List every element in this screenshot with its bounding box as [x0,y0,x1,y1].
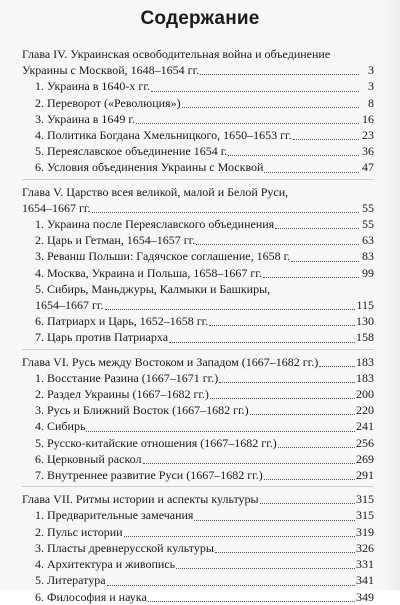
toc-item-text: 1. Восстание Разина (1667–1671 гг.) [35,370,219,385]
page-number: 115 [356,298,374,313]
leader-dots [260,493,355,504]
toc-item [22,524,374,540]
toc-item [22,127,374,143]
leader-dots [169,332,355,343]
toc-item [22,507,374,523]
toc-item-text: 7. Царь против Патриарха [35,330,169,345]
toc-item [22,111,374,127]
toc-item [22,435,374,451]
leader-dots [264,469,355,480]
page-number: 8 [368,95,374,110]
toc-item-text: 1. Украина в 1640-х гг. [35,79,150,94]
toc-item [22,143,374,159]
leader-dots [319,356,355,367]
leader-dots [136,113,359,124]
toc-item [22,265,374,281]
toc-item [22,95,374,111]
toc-item-text: 4. Москва, Украина и Польша, 1658–1667 гг. [35,265,262,280]
table-of-contents [22,46,374,605]
leader-dots [210,388,355,399]
leader-dots [143,453,356,464]
chapter-title-text: Глава VI. Русь между Востоком и Западом (1667–1682 гг.) [22,354,319,369]
leader-dots [264,162,359,173]
leader-dots [219,372,355,383]
toc-item [22,402,374,418]
toc-item-text: 1. Украина после Переяславского объединения [35,217,275,232]
page-number: 23 [362,128,374,143]
page-number: 183 [356,354,374,369]
leader-dots [182,97,359,108]
page-number: 130 [356,314,374,329]
page-number: 55 [362,200,374,215]
page-number: 326 [356,540,374,555]
toc-item-text: 2. Раздел Украины (1667–1682 гг.) [35,387,209,402]
chapter-title-text: Глава V. Царство всея великой, малой и Белой Руси, [22,184,289,199]
toc-item [22,589,374,605]
toc-item [22,216,374,232]
chapter-title-line [22,184,374,200]
toc-item-text: 1654–1667 гг. [35,298,104,313]
chapter-title-text: Глава VII. Ритмы истории и аспекты культуры [22,492,259,507]
toc-item [22,78,374,94]
toc-item [22,540,374,556]
toc-item-text: 5. Сибирь, Маньджуры, Калмыки и Башкиры, [35,281,271,296]
page-title: Содержание [140,8,260,29]
page-number: 158 [356,330,374,345]
leader-dots [293,129,359,140]
page-number: 16 [362,111,374,126]
toc-item-text: 6. Патриарх и Царь, 1652–1658 гг. [35,314,209,329]
page-number: 183 [356,370,374,385]
leader-dots [263,267,359,278]
toc-item-text: 3. Пласты древнерусской культуры [35,540,214,555]
leader-dots [194,510,355,521]
toc-item-text: 6. Условия объединения Украины с Москвой [35,160,264,175]
toc-item-text: 2. Пульс истории [35,524,123,539]
toc-item [22,386,374,402]
toc-item [22,451,374,467]
toc-item-text: 2. Переворот («Революция») [35,95,181,110]
chapter-title [22,200,374,216]
toc-item [22,467,374,483]
toc-item-text: 4. Политика Богдана Хмельницкого, 1650–1653 гг. [35,128,292,143]
page-number: 331 [356,557,374,572]
chapter-title [22,491,374,507]
chapter-block [22,354,374,484]
leader-dots [209,315,355,326]
chapter-title [22,354,374,370]
toc-item [22,556,374,572]
toc-item-text: 6. Церковный раскол [35,451,142,466]
toc-item-text: 7. Внутреннее развитие Руси (1667–1682 гг.) [35,468,263,483]
page-number: 220 [356,403,374,418]
page-number: 349 [356,589,374,604]
leader-dots [200,64,359,75]
toc-item-text: 1. Предварительные замечания [35,508,194,523]
toc-item [22,370,374,386]
toc-item-text: 5. Переяславское объединение 1654 г. [35,144,228,159]
page-number: 256 [356,435,374,450]
toc-item [22,232,374,248]
page-number: 47 [362,160,374,175]
leader-dots [228,145,359,156]
leader-dots [86,421,355,432]
leader-dots [148,591,355,602]
leader-dots [278,437,355,448]
page-number: 315 [356,508,374,523]
page-number: 36 [362,144,374,159]
page-number: 341 [356,573,374,588]
leader-dots [105,299,356,310]
chapter-block [22,46,374,176]
page-number: 291 [356,468,374,483]
toc-item-text: 3. Украина в 1649 г. [35,111,136,126]
page-number: 63 [362,233,374,248]
chapter-block [22,491,374,604]
leader-dots [215,542,355,553]
page-number: 319 [356,524,374,539]
page-number: 99 [362,265,374,280]
leader-dots [250,404,355,415]
chapter-title-text: Украины с Москвой, 1648–1654 гг. [22,63,200,78]
leader-dots [176,558,355,569]
toc-item-text: 4. Сибирь [35,419,86,434]
toc-item [22,313,374,329]
leader-dots [107,575,355,586]
chapter-title-text: Глава IV. Украинская освободительная война и объединение [22,47,331,61]
toc-item [22,297,374,313]
toc-item-text: 6. Философия и наука [35,589,147,604]
toc-item [22,418,374,434]
page-number: 55 [362,217,374,232]
toc-item [22,329,374,345]
chapter-title-line [22,46,374,62]
toc-item-text: 2. Царь и Гетман, 1654–1657 гг. [35,233,196,248]
toc-item-text: 4. Архитектура и живопись [35,557,176,572]
toc-item [22,159,374,175]
page-number: 241 [356,419,374,434]
chapter-block [22,184,374,346]
leader-dots [275,218,359,229]
leader-dots [196,234,359,245]
chapter-divider [22,179,374,180]
page-number: 269 [356,451,374,466]
page-number: 3 [368,63,374,78]
leader-dots [151,81,359,92]
chapter-divider [22,349,374,350]
leader-dots [92,202,360,213]
leader-dots [124,526,355,537]
page-number: 83 [362,249,374,264]
toc-item [22,572,374,588]
leader-dots [291,251,359,262]
page-number: 315 [356,492,374,507]
chapter-divider [22,486,374,487]
toc-item-text: 3. Реванш Польши: Гадячское соглашение, 1658 г. [35,249,291,264]
toc-item-text: 3. Русь и Ближний Восток (1667–1682 гг.) [35,403,249,418]
toc-item-text: 5. Литература [35,573,106,588]
page-number: 200 [356,387,374,402]
chapter-title-text: 1654–1667 гг. [22,200,91,215]
toc-item [22,248,374,264]
toc-item-text: 5. Русско-китайские отношения (1667–1682 гг.) [35,435,277,450]
chapter-title [22,62,374,78]
toc-item-line [22,281,374,297]
page-number: 3 [368,79,374,94]
